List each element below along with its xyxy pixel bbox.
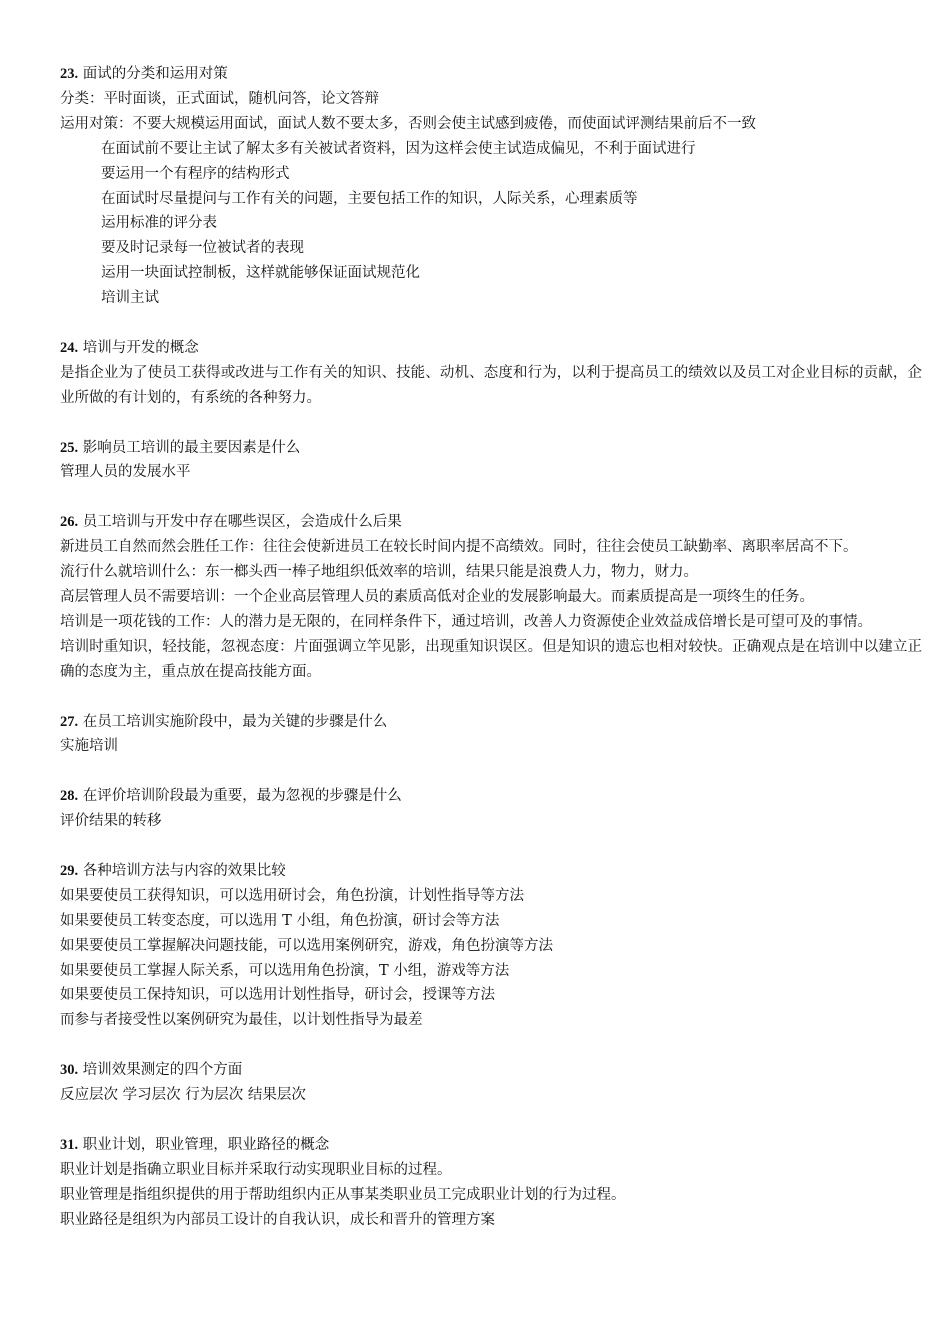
body-line: 培训是一项花钱的工作：人的潜力是无限的，在同样条件下，通过培训，改善人力资源使企业效益成倍增长是可望可及的事情。 — [60, 613, 872, 630]
section-24 — [60, 336, 922, 411]
section-30 — [60, 1058, 922, 1108]
section-heading — [60, 436, 922, 461]
section-number: 23. — [60, 66, 79, 82]
section-heading — [60, 510, 922, 535]
section-heading — [60, 1133, 922, 1158]
section-heading — [60, 710, 922, 735]
indented-line: 在面试前不要让主试了解太多有关被试者资料，因为这样会使主试造成偏见，不利于面试进行 — [101, 140, 696, 157]
section-title: 在员工培训实施阶段中，最为关键的步骤是什么 — [82, 713, 388, 730]
section-title: 职业计划，职业管理，职业路径的概念 — [82, 1136, 330, 1153]
section-title: 在评价培训阶段最为重要，最为忽视的步骤是什么 — [82, 788, 402, 805]
indented-line: 要及时记录每一位被试者的表现 — [101, 240, 304, 257]
body-line: 运用对策：不要大规模运用面试，面试人数不要太多，否则会使主试感到疲倦，而使面试评测结果前后不一致 — [60, 115, 756, 132]
section-heading — [60, 1058, 922, 1083]
body-line: 培训时重知识，轻技能，忽视态度：片面强调立竿见影，出现重知识误区。但是知识的遗忘也相对较快。正确观点是在培训中以建立正确的态度为主，重点放在提高技能方面。 — [60, 638, 922, 680]
indented-line: 运用标准的评分表 — [101, 215, 217, 232]
body-line: 管理人员的发展水平 — [60, 464, 191, 481]
document-page — [60, 62, 922, 1257]
body-line: 流行什么就培训什么：东一榔头西一棒子地组织低效率的培训，结果只能是浪费人力，物力，财力。 — [60, 564, 698, 581]
section-title: 培训效果测定的四个方面 — [82, 1062, 243, 1079]
section-title: 培训与开发的概念 — [82, 339, 199, 356]
body-line: 如果要使员工获得知识，可以选用研讨会，角色扮演，计划性指导等方法 — [60, 887, 524, 904]
body-line: 职业管理是指组织提供的用于帮助组织内正从事某类职业员工完成职业计划的行为过程。 — [60, 1186, 626, 1203]
section-title: 影响员工培训的最主要因素是什么 — [82, 439, 301, 456]
indented-line: 运用一块面试控制板，这样就能够保证面试规范化 — [101, 265, 420, 282]
section-heading — [60, 336, 922, 361]
section-number: 29. — [60, 862, 79, 879]
section-28 — [60, 784, 922, 834]
section-25 — [60, 436, 922, 486]
body-line: 如果要使员工转变态度，可以选用 T 小组，角色扮演，研讨会等方法 — [60, 912, 500, 929]
section-title: 各种培训方法与内容的效果比较 — [82, 862, 286, 879]
section-26 — [60, 510, 922, 684]
section-title: 员工培训与开发中存在哪些误区，会造成什么后果 — [82, 514, 402, 531]
section-number: 31. — [60, 1136, 79, 1153]
body-line: 分类：平时面谈，正式面试，随机问答，论文答辩 — [60, 90, 379, 107]
section-number: 25. — [60, 439, 79, 456]
section-number: 30. — [60, 1062, 79, 1079]
body-line: 职业计划是指确立职业目标并采取行动实现职业目标的过程。 — [60, 1161, 452, 1178]
section-23 — [60, 62, 922, 311]
section-number: 28. — [60, 788, 79, 805]
body-line: 如果要使员工保持知识，可以选用计划性指导，研讨会，授课等方法 — [60, 987, 495, 1004]
body-line: 如果要使员工掌握解决问题技能，可以选用案例研究，游戏，角色扮演等方法 — [60, 937, 553, 954]
indented-line: 在面试时尽量提问与工作有关的问题，主要包括工作的知识，人际关系，心理素质等 — [101, 190, 638, 207]
section-number: 27. — [60, 713, 79, 730]
body-line: 新进员工自然而然会胜任工作：往往会使新进员工在较长时间内提不高绩效。同时，往往会使员工缺勤率、离职率居高不下。 — [60, 539, 858, 556]
section-number: 24. — [60, 339, 79, 356]
body-line: 如果要使员工掌握人际关系，可以选用角色扮演，T 小组，游戏等方法 — [60, 962, 510, 979]
section-27 — [60, 710, 922, 760]
indented-line: 培训主试 — [101, 290, 159, 307]
body-line: 实施培训 — [60, 738, 118, 755]
body-line: 评价结果的转移 — [60, 813, 162, 830]
section-title: 面试的分类和运用对策 — [82, 66, 228, 82]
section-heading — [60, 859, 922, 884]
body-line: 是指企业为了使员工获得或改进与工作有关的知识、技能、动机、态度和行为，以利于提高员工的绩效以及员工对企业目标的贡献，企业所做的有计划的，有系统的各种努力。 — [60, 364, 922, 406]
section-31 — [60, 1133, 922, 1233]
body-line: 职业路径是组织为内部员工设计的自我认识，成长和晋升的管理方案 — [60, 1211, 495, 1228]
body-line: 高层管理人员不需要培训：一个企业高层管理人员的素质高低对企业的发展影响最大。而素质提高是一项终生的任务。 — [60, 588, 814, 605]
indented-line: 要运用一个有程序的结构形式 — [101, 165, 290, 182]
section-heading — [60, 62, 922, 87]
body-line: 反应层次 学习层次 行为层次 结果层次 — [60, 1087, 306, 1104]
section-number: 26. — [60, 514, 79, 531]
body-line: 而参与者接受性以案例研究为最佳，以计划性指导为最差 — [60, 1012, 423, 1029]
section-29 — [60, 859, 922, 1033]
section-heading — [60, 784, 922, 809]
